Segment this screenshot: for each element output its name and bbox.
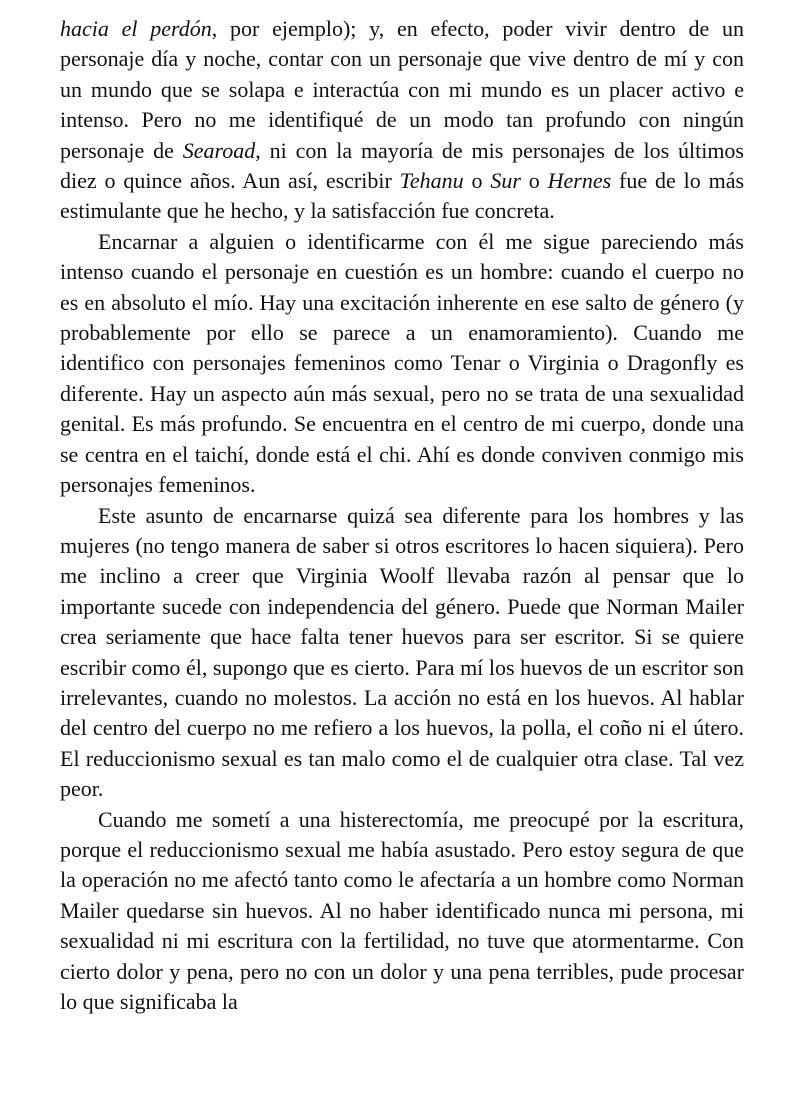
paragraph-2-text: Encarnar a alguien o identificarme con él me sigue pareciendo más intenso cuando el personaje en cuestión es un hombre: cuando el cuerpo no es en absoluto el mío. Hay una excitación inherente en ese salto de género (y probablemente por ello se parece a un enamoramiento). Cuando me identifico con personajes femeninos como Tenar o Virginia o Dragonfly es diferente. Hay un aspecto aún más sexual, pero no se trata de una sexualidad genital. Es más profundo. Se encuentra en el centro de mi cuerpo, donde una se centra en el taichí, donde está el chi. Ahí es donde conviven conmigo mis personajes femeninos. [60, 228, 744, 498]
paragraph-1-segment-4: , ni con la mayoría de mis personajes de los últimos diez o quince años. Aun así, escribir [60, 137, 744, 194]
document-page [60, 14, 744, 1017]
paragraph-1-segment-10: fue de lo más estimulante que he hecho, y la satisfacción fue concreta. [60, 168, 745, 224]
paragraph-3-text: Este asunto de encarnarse quizá sea diferente para los hombres y las mujeres (no tengo manera de saber si otros escritores lo hacen siquiera). Pero me inclino a creer que Virginia Woolf llevaba razón al pensar que lo importante sucede con independencia del género. Puede que Norman Mailer crea seriamente que hace falta tener huevos para ser escritor. Si se quiere escribir como él, supongo que es cierto. Para mí los huevos de un escritor son irrelevantes, cuando no molestos. La acción no está en los huevos. Al hablar del centro del cuerpo no me refiero a los huevos, la polla, el coño ni el útero. El reduccionismo sexual es tan malo como el de cualquier otra clase. Tal vez peor. [60, 502, 744, 802]
paragraph-1-segment-3: Searoad [182, 137, 256, 163]
paragraph-2 [60, 227, 744, 501]
paragraph-1-segment-6: o [463, 168, 491, 194]
paragraph-1 [60, 14, 744, 227]
paragraph-1-segment-9: Hernes [547, 168, 612, 194]
paragraph-4-text: Cuando me sometí a una histerectomía, me preocupé por la escritura, porque el reduccionismo sexual me había asustado. Pero estoy segura de que la operación no me afectó tanto como le afectaría a un hombre como Norman Mailer quedarse sin huevos. Al no haber identificado nunca mi persona, mi sexualidad ni mi escritura con la fertilidad, no tuve que atormentarme. Con cierto dolor y pena, pero no con un dolor y una pena terribles, pude procesar lo que significaba la [60, 806, 744, 1014]
paragraph-1-segment-5: Tehanu [399, 168, 464, 194]
paragraph-1-segment-1: hacia el perdón [60, 16, 212, 41]
paragraph-1-segment-8: o [520, 168, 548, 194]
paragraph-4 [60, 805, 744, 1018]
paragraph-1-segment-2: , por ejemplo); y, en efecto, poder vivir dentro de un personaje día y noche, contar con un personaje que vive dentro de mí y con un mundo que se solapa e interactúa con mi mundo es un placer activo e intenso. Pero no me identifiqué de un modo tan profundo con ningún personaje de [60, 16, 745, 163]
paragraph-3 [60, 501, 744, 805]
paragraph-1-segment-7: Sur [490, 168, 521, 194]
